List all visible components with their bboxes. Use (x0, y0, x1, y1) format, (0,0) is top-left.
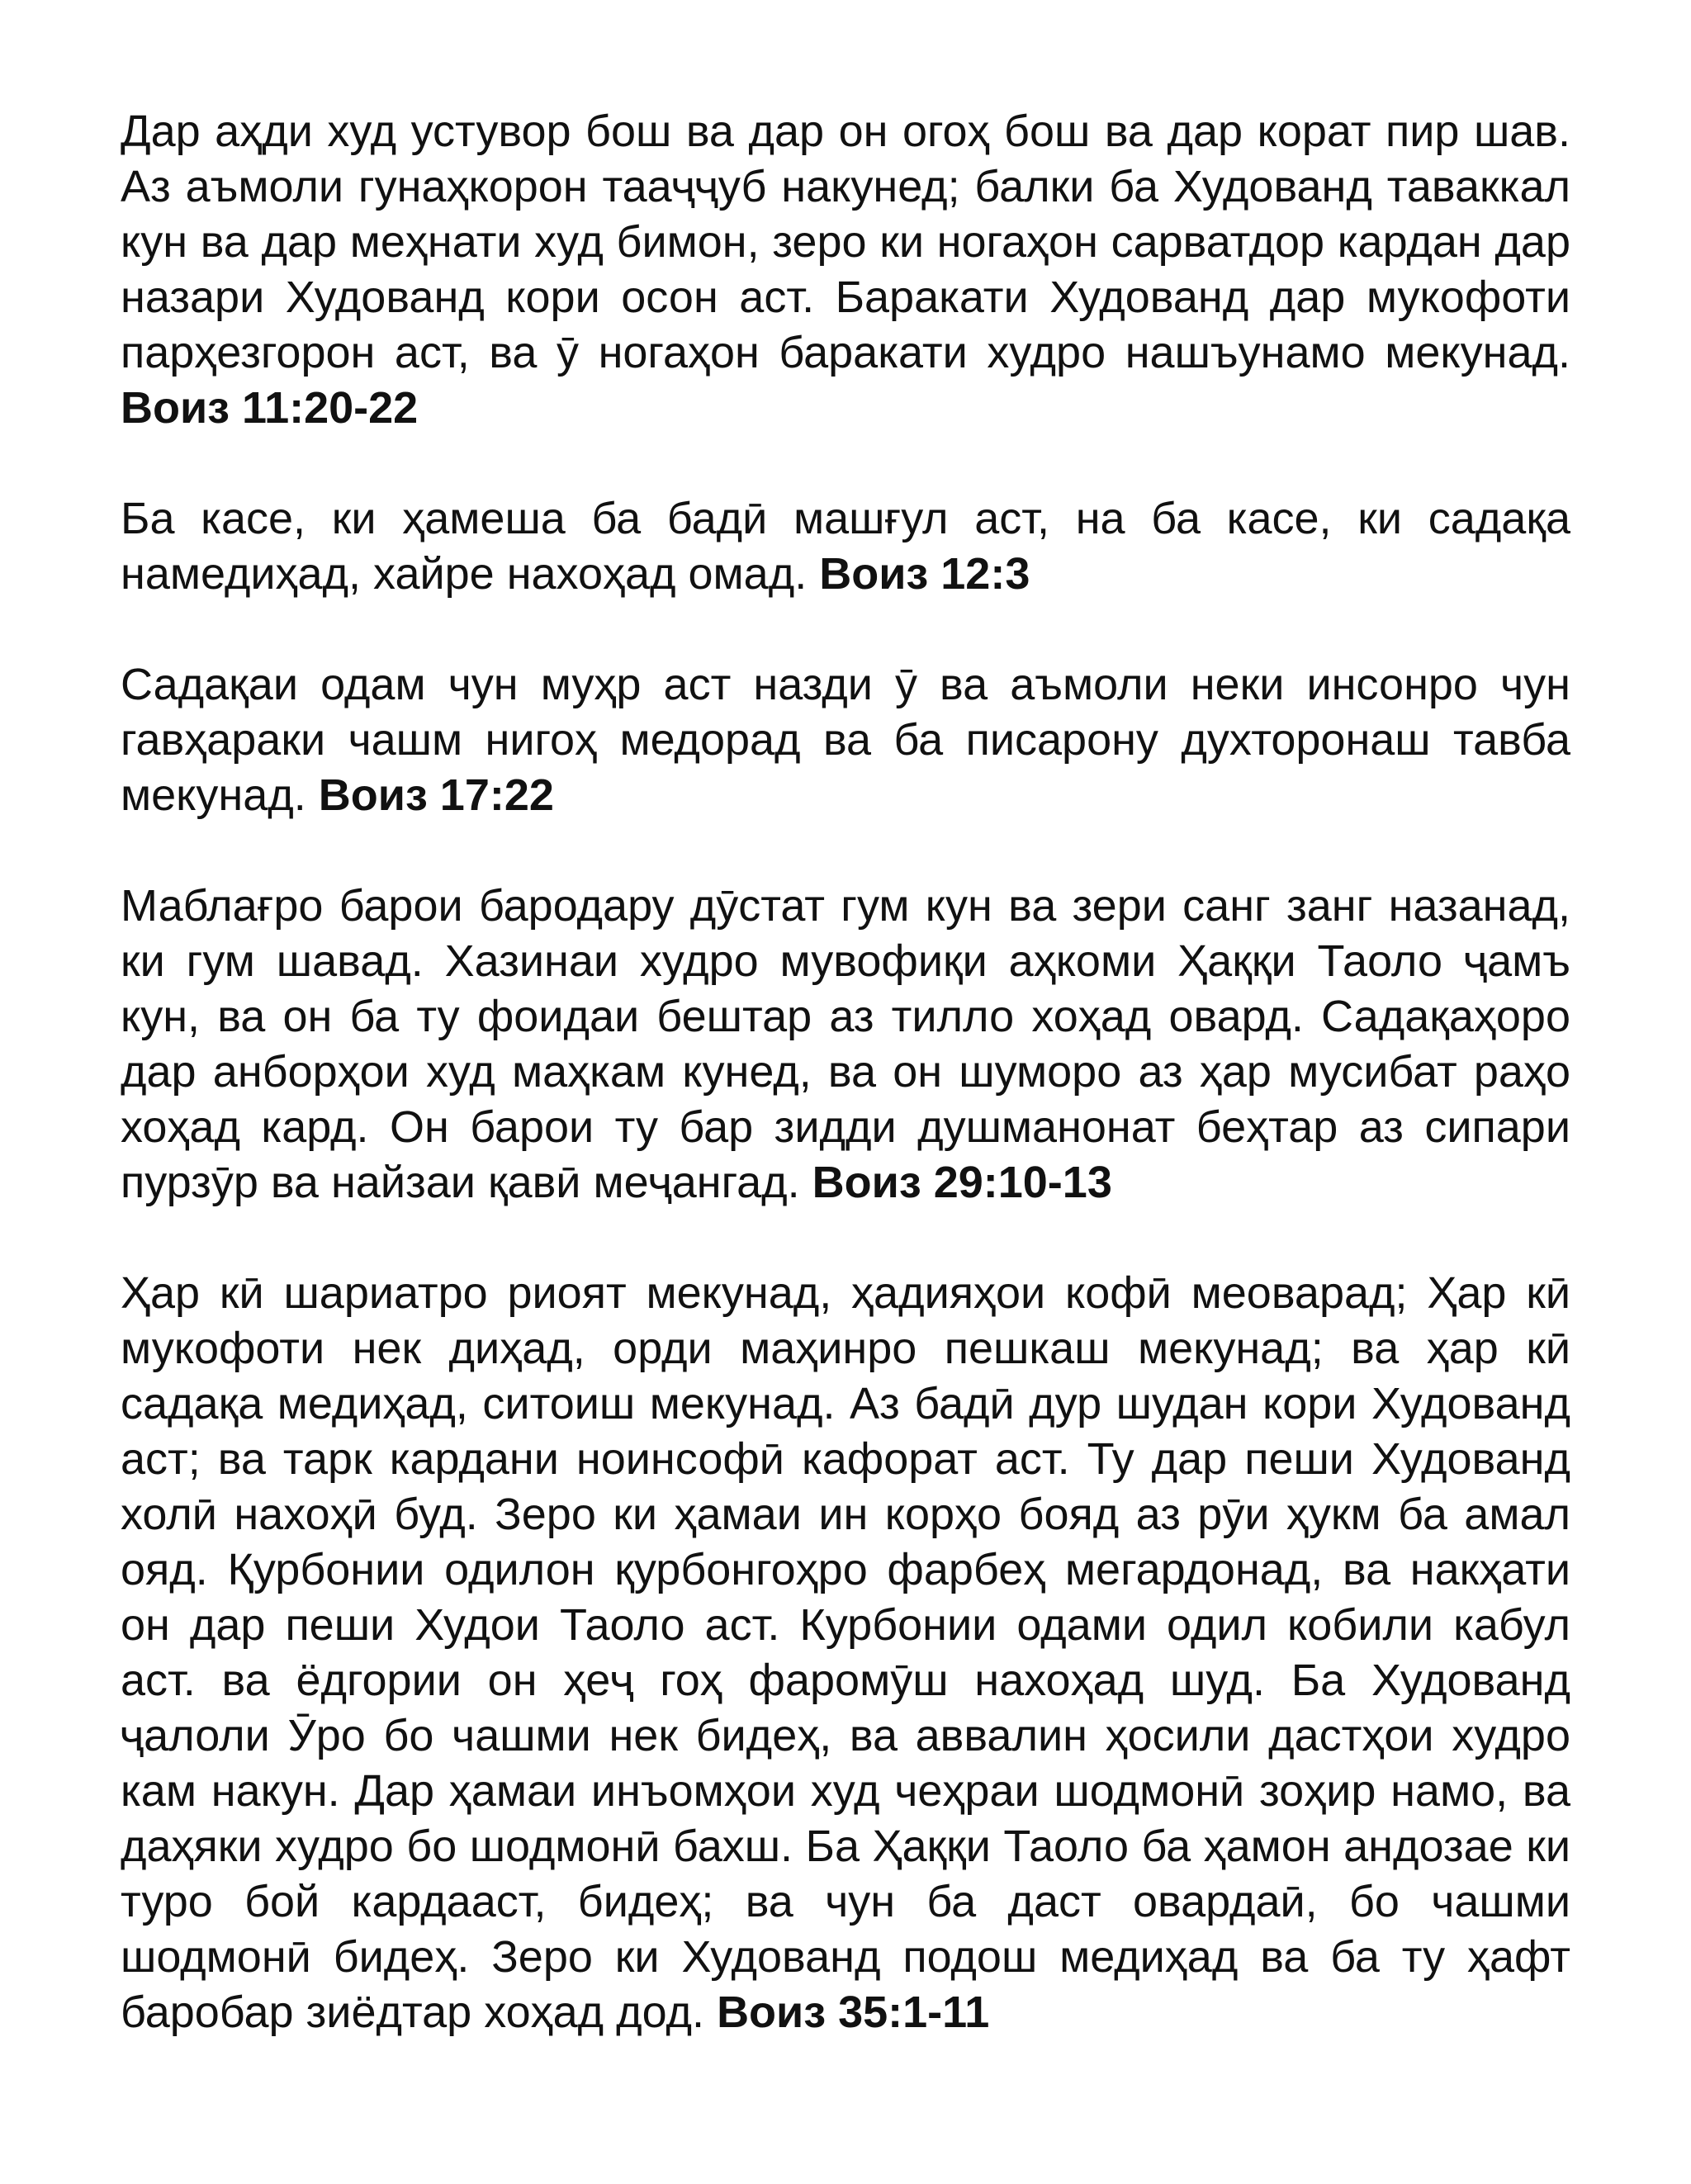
scripture-reference: Воиз 12:3 (819, 549, 1030, 599)
passage-2 (121, 491, 1570, 602)
scripture-reference: Воиз 17:22 (318, 770, 554, 820)
scripture-reference: Воиз 35:1-11 (717, 1987, 990, 2037)
passage-text: Ба касе, ки ҳамеша ба бадӣ машғул аст, на ба касе, ки садақа намедиҳад, хайре нахоҳад омад. (121, 494, 1570, 599)
passage-text: Маблағро барои бародару дӯстат гум кун ва зери санг занг назанад, ки гум шавад. Хазинаи худро мувофиқи аҳкоми Ҳаққи Таоло ҷамъ кун, ва он ба ту фоидаи бештар аз тилло хоҳад овард. Садақаҳоро дар анборҳои худ маҳкам кунед, ва он шуморо аз ҳар мусибат раҳо хоҳад кард. Он барои ту бар зидди душманонат беҳтар аз сипари пурзӯр ва найзаи қавӣ меҷангад. (121, 881, 1570, 1207)
passage-5 (121, 1266, 1570, 2040)
passage-text: Дар аҳди худ устувор бош ва дар он огоҳ бош ва дар корат пир шав. Аз аъмоли гунаҳкорон тааҷҷуб накунед; балки ба Худованд таваккал кун ва дар меҳнати худ бимон, зеро ки ногаҳон сарватдор кардан дар назари Худованд кори осон аст. Баракати Худованд дар мукофоти парҳезгорон аст, ва ӯ ногаҳон баракати худро нашъунамо мекунад. (121, 107, 1570, 377)
scripture-reference: Воиз 11:20-22 (121, 383, 419, 433)
document-page (121, 104, 1570, 2096)
scripture-reference: Воиз 29:10-13 (812, 1158, 1112, 1207)
passage-text: Ҳар кӣ шариатро риоят мекунад, ҳадияҳои кофӣ меоварад; Ҳар кӣ мукофоти нек диҳад, орди маҳинро пешкаш мекунад; ва ҳар кӣ садақа медиҳад, ситоиш мекунад. Аз бадӣ дур шудан кори Худованд аст; ва тарк кардани ноинсофӣ кафорат аст. Ту дар пеши Худованд холӣ нахоҳӣ буд. Зеро ки ҳамаи ин корҳо бояд аз рӯи ҳукм ба амал ояд. Қурбонии одилон қурбонгоҳро фарбеҳ мегардонад, ва накҳати он дар пеши Худои Таоло аст. Курбонии одами одил кобили кабул аст. ва ёдгории он ҳеҷ гоҳ фаромӯш нахоҳад шуд. Ба Худованд ҷалоли Ӯро бо чашми нек бидеҳ, ва аввалин ҳосили дастҳои худро кам накун. Дар ҳамаи инъомҳои худ чеҳраи шодмонӣ зоҳир намо, ва даҳяки худро бо шодмонӣ бахш. Ба Ҳаққи Таоло ба ҳамон андозае ки туро бой кардааст, бидеҳ; ва чун ба даст овардаӣ, бо чашми шодмонӣ бидеҳ. Зеро ки Худованд подош медиҳад ва ба ту ҳафт баробар зиёдтар хоҳад дод. (121, 1268, 1570, 2037)
passage-1 (121, 104, 1570, 436)
passage-3 (121, 657, 1570, 823)
passage-4 (121, 879, 1570, 1210)
passage-text: Садақаи одам чун муҳр аст назди ӯ ва аъмоли неки инсонро чун гавҳараки чашм нигоҳ медорад ва ба писарону духторонаш тавба мекунад. (121, 660, 1570, 820)
